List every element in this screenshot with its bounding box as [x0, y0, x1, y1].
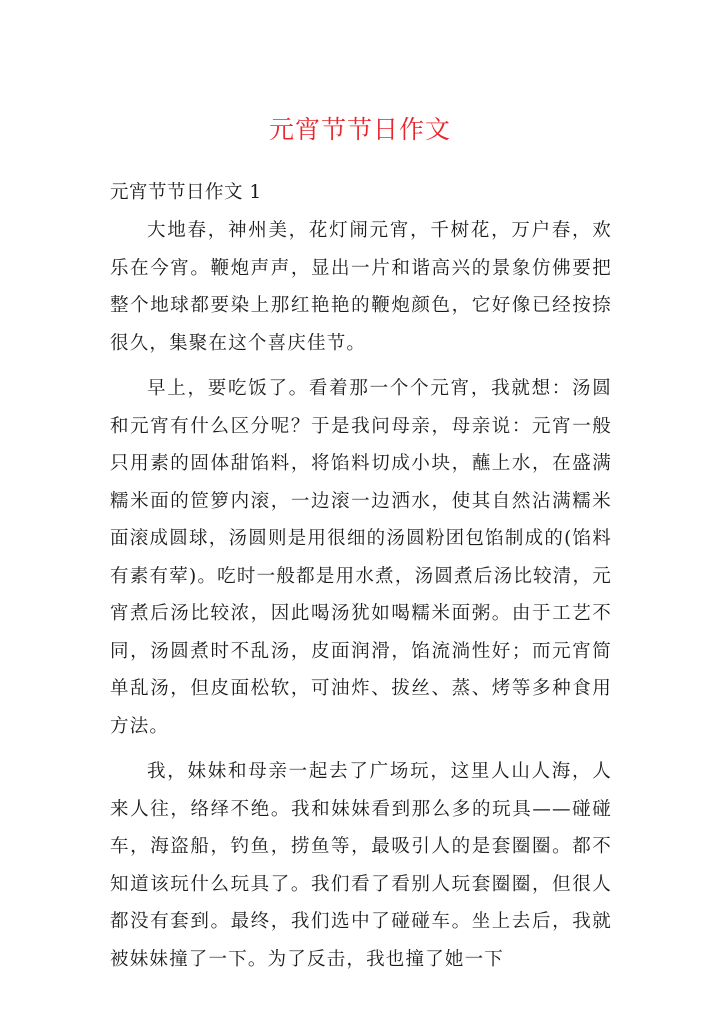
paragraph: 早上，要吃饭了。看着那一个个元宵，我就想：汤圆和元宵有什么区分呢？于是我问母亲，母亲说：元宵一般只用素的固体甜馅料，将馅料切成小块，蘸上水，在盛满糯米面的笸箩内滚，一边滚一边洒水，使其自然沾满糯米面滚成圆球，汤圆则是用很细的汤圆粉团包馅制成的(馅料有素有荤)。吃时一般都是用水煮，汤圆煮后汤比较清，元宵煮后汤比较浓，因此喝汤犹如喝糯米面粥。由于工艺不同，汤圆煮时不乱汤，皮面润滑，馅流淌性好；而元宵简单乱汤，但皮面松软，可油炸、拔丝、蒸、烤等多种食用方法。: [110, 378, 612, 737]
document-title: 元宵节节日作文: [268, 115, 451, 144]
section-heading: 元宵节节日作文 1: [110, 182, 262, 203]
document-body: [110, 212, 612, 986]
paragraph: 我，妹妹和母亲一起去了广场玩，这里人山人海，人来人往，络绎不绝。我和妹妹看到那么多的玩具——碰碰车，海盗船，钓鱼，捞鱼等，最吸引人的是套圈圈。都不知道该玩什么玩具了。我们看了看别人玩套圈圈，但很人都没有套到。最终，我们选中了碰碰车。坐上去后，我就被妹妹撞了一下。为了反击，我也撞了她一下: [110, 761, 612, 970]
paragraph: 大地春，神州美，花灯闹元宵，千树花，万户春，欢乐在今宵。鞭炮声声，显出一片和谐高兴的景象仿佛要把整个地球都要染上那红艳艳的鞭炮颜色，它好像已经按捺很久，集聚在这个喜庆佳节。: [110, 220, 612, 354]
